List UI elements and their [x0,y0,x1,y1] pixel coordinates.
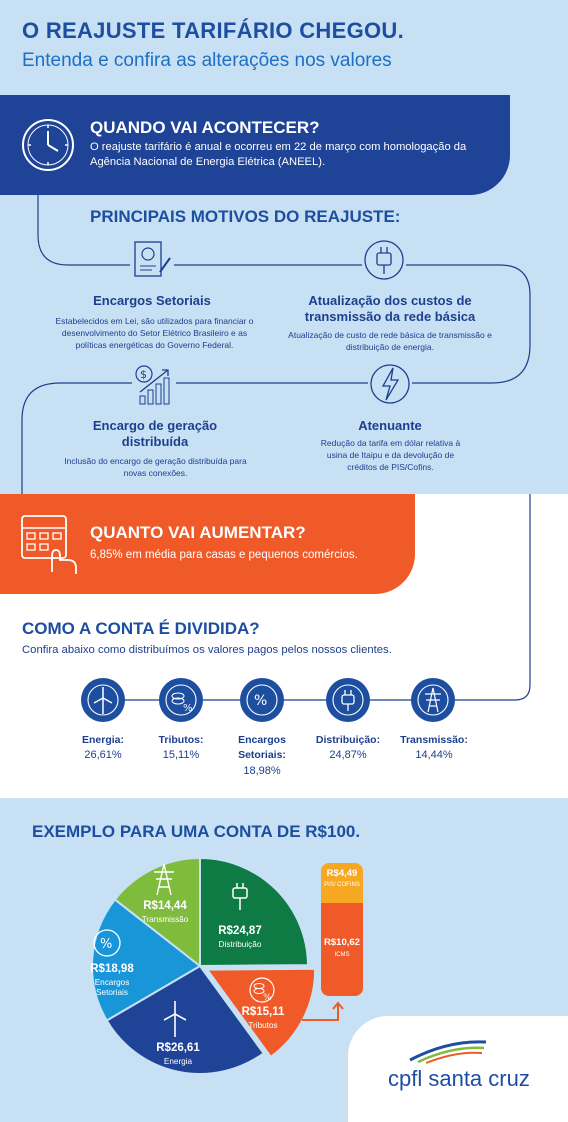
motivo-title-atenuante: Atenuante [358,418,422,433]
logo-swoosh [408,1038,488,1064]
exemplo-title: EXEMPLO PARA UMA CONTA DE R$100. [32,822,361,841]
slice-label-distribuicao: Distribuição [218,940,262,949]
slice-value-distribuicao: R$24,87 [218,925,262,937]
conta-value-energia: 26,61% [84,749,122,761]
transmission-tower-icon [150,862,178,896]
conta-value-tributos: 15,11% [162,749,200,761]
plug-icon [228,882,252,912]
percent-icon [240,678,284,722]
motivo-title-encargos: Encargos Setoriais [93,293,211,308]
slice-value-energia: R$26,61 [156,1042,200,1054]
conta-label-encargos: Encargos Setoriais: [238,734,286,761]
conta-value-transmissao: 14,44% [415,749,453,761]
quando-title: QUANDO VAI ACONTECER? [90,118,320,137]
conta-value-distribuicao: 24,87% [329,749,367,761]
quando-text: O reajuste tarifário é anual e ocorreu em 22 de março com homologação da Agência Nacional de Energia Elétrica (ANEEL). [90,141,467,168]
quanto-title: QUANTO VAI AUMENTAR? [90,523,306,542]
principais-title: PRINCIPAIS MOTIVOS DO REAJUSTE: [90,207,401,226]
quanto-text: 6,85% em média para casas e pequenos comércios. [90,549,358,561]
slice-value-encargos: R$18,98 [90,963,134,975]
conta-value-encargos: 18,98% [243,765,281,777]
coins-percent-icon [159,678,203,722]
slice-label-encargos: Encargos Setoriais [94,978,130,997]
motivo-text-encargos: Estabelecidos em Lei, são utilizados para financiar o desenvolvimento do Setor Elétrico Brasileiro e as políticas energéticas do Governo Federal. [55,316,254,350]
svg-text:%: % [183,703,193,714]
motivo-text-transmissao: Atualização de custo de rede básica de transmissão e distribuição de energia. [288,330,492,352]
page-subtitle: Entenda e confira as alterações nos valores [22,50,392,71]
svg-text:%: % [100,937,113,952]
motivo-title-transmissao: Atualização dos custos de transmissão da rede básica [304,293,476,324]
calculator-hand-icon [18,512,82,576]
contract-document-icon [130,238,174,282]
conta-title: COMO A CONTA É DIVIDIDA? [22,619,260,638]
breakdown-value-pis: R$4,49 [326,868,358,879]
coins-percent-icon [248,976,276,1004]
arrow-up-icon [300,998,350,1028]
transmission-tower-icon [411,678,455,722]
percent-icon [92,928,122,958]
svg-text:%: % [254,693,268,709]
conta-label-tributos: Tributos: [158,734,204,746]
conta-label-distribuicao: Distribuição: [315,734,381,746]
conta-text: Confira abaixo como distribuímos os valores pagos pelos nossos clientes. [22,644,392,656]
motivo-text-atenuante: Redução da tarifa em dólar relativa à usina de Itaipu e da devolução de créditos de PIS/Cofins. [320,438,461,472]
motivo-title-geracao: Encargo de geração distribuída [92,418,218,449]
money-growth-icon [132,362,176,406]
svg-text:$: $ [140,368,147,381]
slice-label-tributos: Tributos [248,1021,278,1030]
conta-label-energia: Energia: [81,734,124,746]
slice-label-energia: Energia [163,1057,193,1066]
slice-value-tributos: R$15,11 [241,1006,285,1018]
company-logo: cpfl santa cruz [388,1066,530,1091]
wind-turbine-icon [81,678,125,722]
clock-icon [20,117,76,173]
plug-icon [362,238,406,282]
motivo-text-geracao: Inclusão do encargo de geração distribuída para novas conexões. [64,456,247,478]
svg-text:%: % [263,993,272,1003]
plug-icon [326,678,370,722]
breakdown-value-icms: R$10,62 [324,937,360,948]
breakdown-label-icms: ICMS [334,952,350,958]
conta-label-transmissao: Transmissão: [400,734,468,746]
lightning-icon [368,362,412,406]
slice-label-transmissao: Transmissão [141,915,189,924]
wind-turbine-icon [160,1000,190,1038]
slice-value-transmissao: R$14,44 [143,900,187,912]
breakdown-label-pis: PIS/ COFINS [324,882,360,888]
page-title: O REAJUSTE TARIFÁRIO CHEGOU. [22,18,405,43]
